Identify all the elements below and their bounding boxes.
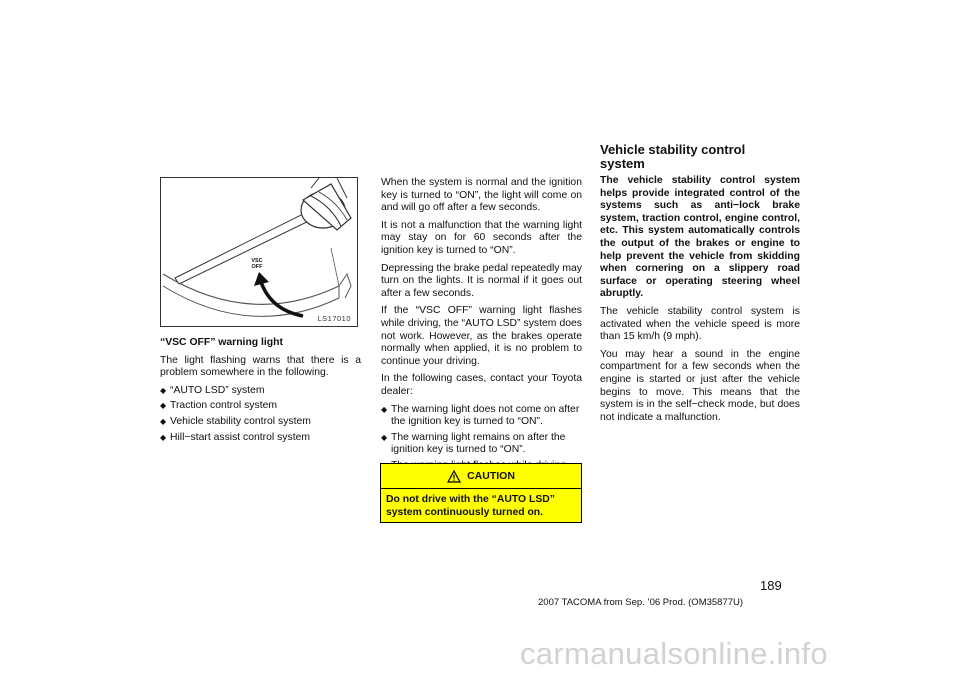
figure-label: LS17010 <box>317 314 351 323</box>
list-item: ◆ “AUTO LSD” system <box>160 385 361 398</box>
list-item: ◆ The warning light remains on after the ignition key is turned to “ON”. <box>381 432 582 457</box>
caution-header <box>381 464 581 489</box>
column-right <box>600 175 800 429</box>
vsc-intro-paragraph: The vehicle stability control system helps provide integrated control of the systems such as anti−lock brake system, traction control, engine control, etc. This system automatically controls the output of the brakes or engine to help prevent the vehicle from skidding when cornering on a slippery road surface or operating steering wheel abruptly. <box>600 175 800 300</box>
warning-light-intro: The light flashing warns that there is a problem somewhere in the following. <box>160 354 361 379</box>
list-item: ◆ The warning light does not come on after the ignition key is turned to “ON”. <box>381 404 582 429</box>
paragraph: It is not a malfunction that the warning light may stay on for 60 seconds after the ignition key is turned to “ON”. <box>381 219 582 256</box>
system-list <box>160 385 361 444</box>
section-title <box>600 143 800 171</box>
column-left <box>160 337 361 449</box>
section-title-line2: system <box>600 156 645 171</box>
gauge-drawing <box>161 178 358 327</box>
caution-box <box>380 463 582 523</box>
list-item: ◆ Traction control system <box>160 400 361 413</box>
paragraph: Depressing the brake pedal repeatedly may turn on the lights. It is normal if it goes out after a few seconds. <box>381 262 583 299</box>
warning-light-illustration <box>160 177 358 327</box>
watermark: carmanualsonline.info <box>520 636 828 671</box>
footer-text: 2007 TACOMA from Sep. ’06 Prod. (OM35877U) <box>538 597 744 608</box>
warning-light-heading: “VSC OFF” warning light <box>160 337 283 348</box>
paragraph: When the system is normal and the ignition key is turned to “ON”, the light will come on and will go off after a few seconds. <box>381 177 582 214</box>
list-item: ◆ Vehicle stability control system <box>160 416 361 429</box>
warning-triangle-icon <box>447 470 461 483</box>
section-title-line1: Vehicle stability control <box>600 142 746 157</box>
caution-title: CAUTION <box>467 470 515 482</box>
column-middle <box>381 177 582 477</box>
vsc-indicator-line1: VSC <box>251 258 263 264</box>
list-item: ◆ Hill−start assist control system <box>160 432 361 445</box>
paragraph: In the following cases, contact your Toyota dealer: <box>381 373 582 397</box>
caution-text: Do not drive with the “AUTO LSD” system continuously turned on. <box>386 494 555 518</box>
paragraph: The vehicle stability control system is activated when the vehicle speed is more than 15 km/h (9 mph). <box>600 305 800 343</box>
paragraph: If the “VSC OFF” warning light flashes while driving, the “AUTO LSD” system does not work. However, as the brakes operate normally when applied, it is no problem to continue your driving. <box>381 305 582 367</box>
vsc-indicator-line2: OFF <box>251 264 263 270</box>
paragraph: You may hear a sound in the engine compartment for a few seconds when the engine is started or just after the vehicle begins to move. This means that the system is in the self−check mode, but does not indicate a malfunction. <box>600 348 800 423</box>
page-number: 189 <box>760 578 782 593</box>
